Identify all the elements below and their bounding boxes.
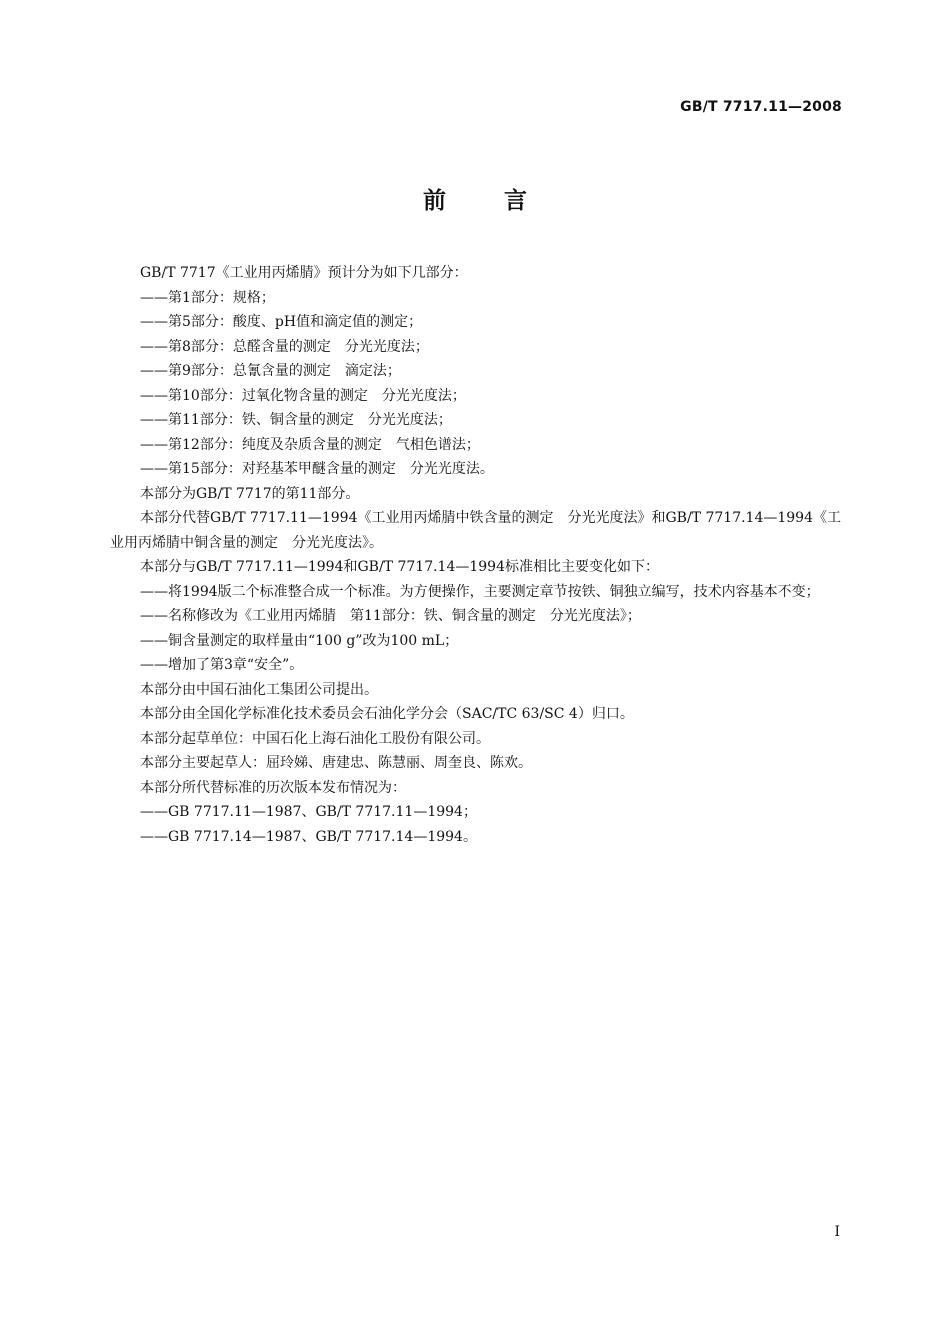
part-item: ——第15部分：对羟基苯甲醚含量的测定 分光光度法。 xyxy=(140,461,494,477)
part-item: ——第12部分：纯度及杂质含量的测定 气相色谱法； xyxy=(140,436,480,453)
page-number: I xyxy=(834,1224,840,1240)
history-item: ——GB 7717.14—1987、GB/T 7717.14—1994。 xyxy=(140,828,477,845)
part-item: ——第5部分：酸度、pH值和滴定值的测定； xyxy=(140,314,423,330)
part-item: ——第9部分：总氰含量的测定 滴定法； xyxy=(140,363,401,379)
change-item: ——将1994版二个标准整合成一个标准。为方便操作，主要测定章节按铁、铜独立编写，技术内容基本不变； xyxy=(140,583,820,600)
changes-intro-paragraph: 本部分与GB/T 7717.11—1994和GB/T 7717.14—1994标准相比主要变化如下： xyxy=(140,559,659,575)
change-item: ——名称修改为《工业用丙烯腈 第11部分：铁、铜含量的测定 分光光度法》； xyxy=(140,608,641,624)
drafting-unit-paragraph: 本部分起草单位：中国石化上海石油化工股份有限公司。 xyxy=(140,730,490,747)
replaces-paragraph: 本部分代替GB/T 7717.11—1994《工业用丙烯腈中铁含量的测定 分光光度法》和GB/T 7717.14—1994《工业用丙烯腈中铜含量的测定 分光光度法》。 xyxy=(110,510,841,551)
change-item: ——增加了第3章“安全”。 xyxy=(140,657,304,673)
change-item: ——铜含量测定的取样量由“100 g”改为100 mL； xyxy=(140,632,459,649)
page-title: 前言 xyxy=(423,188,585,214)
drafters-paragraph: 本部分主要起草人：屈玲娣、唐建忠、陈慧丽、周奎良、陈欢。 xyxy=(140,755,532,771)
history-item: ——GB 7717.11—1987、GB/T 7717.11—1994； xyxy=(140,804,477,820)
proposed-by-paragraph: 本部分由中国石油化工集团公司提出。 xyxy=(140,681,378,698)
part-item: ——第1部分：规格； xyxy=(140,289,275,306)
part-item: ——第10部分：过氧化物含量的测定 分光光度法； xyxy=(140,387,466,404)
standard-code: GB/T 7717.11—2008 xyxy=(680,99,842,115)
history-intro-paragraph: 本部分所代替标准的历次版本发布情况为： xyxy=(140,779,406,796)
foreword-body xyxy=(110,261,843,849)
part-item: ——第11部分：铁、铜含量的测定 分光光度法； xyxy=(140,412,452,428)
part-item: ——第8部分：总醛含量的测定 分光光度法； xyxy=(140,338,429,355)
this-part-paragraph: 本部分为GB/T 7717的第11部分。 xyxy=(140,485,360,502)
managed-by-paragraph: 本部分由全国化学标准化技术委员会石油化学分会（SAC/TC 63/SC 4）归口。 xyxy=(140,706,634,722)
intro-paragraph: GB/T 7717《工业用丙烯腈》预计分为如下几部分： xyxy=(140,265,468,281)
